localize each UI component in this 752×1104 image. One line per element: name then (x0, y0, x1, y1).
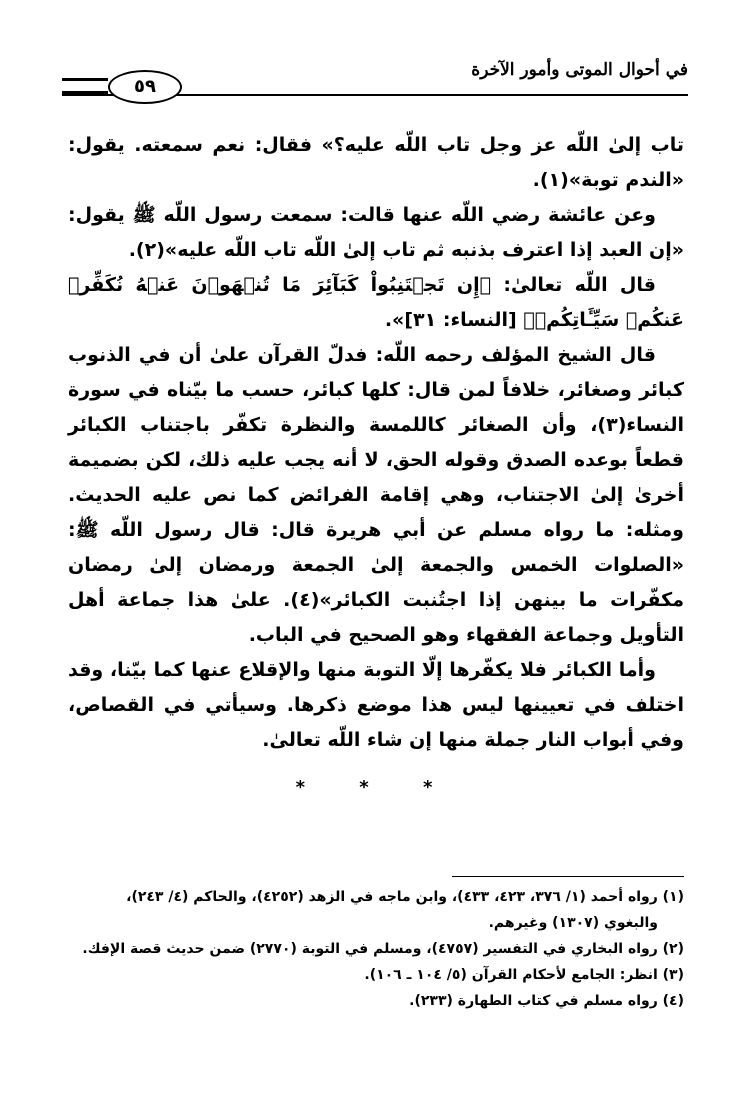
paragraph-2: وعن عائشة رضي اللّه عنها قالت: سمعت رسول اللّه ﷺ يقول: «إن العبد إذا اعترف بذنبه ثم تاب إلىٰ اللّه تاب اللّه عليه»(٢). (68, 204, 684, 261)
footnotes (68, 884, 684, 1014)
footnote-3: (٣) انظر: الجامع لأحكام القرآن (٥/ ١٠٤ ـ ١٠٦). (364, 967, 684, 983)
double-line-ornament (62, 78, 108, 94)
page-number-ornament (62, 70, 182, 104)
footnote-rule (452, 876, 684, 877)
paragraph-4: قال الشيخ المؤلف رحمه اللّه: فدلّ القرآن علىٰ أن في الذنوب كبائر وصغائر، خلافاً لمن قال: كلها كبائر، حسب ما بيّناه في سورة النساء(٣)، وأن الصغائر كاللمسة والنظرة تكفّر باجتناب الكبائر قطعاً بوعده الصدق وقوله الحق، لا أنه يجب عليه ذلك، لكن بضميمة أخرىٰ إلىٰ الاجتناب، وهي إقامة الفرائض كما نص عليه الحديث. ومثله: ما رواه مسلم عن أبي هريرة قال: قال رسول اللّه ﷺ: «الصلوات الخمس والجمعة إلىٰ الجمعة ورمضان إلىٰ رمضان مكفّرات ما بينهن إذا اجتُنبت الكبائر»(٤). علىٰ هذا جماعة أهل التأويل وجماعة الفقهاء وهو الصحيح في الباب. (68, 344, 684, 646)
paragraph-5: وأما الكبائر فلا يكفّرها إلّا التوبة منها والإقلاع عنها كما بيّنا، وقد اختلف في تعيينها ليس هذا موضع ذكرها. وسيأتي في القصاص، وفي أبواب النار جملة منها إن شاء اللّه تعالىٰ. (68, 659, 684, 751)
running-title: في أحوال الموتى وأمور الآخرة (471, 60, 688, 80)
footnote-1: (١) رواه أحمد (١/ ٣٧٦، ٤٢٣، ٤٣٣)، وابن ماجه في الزهد (٤٢٥٢)، والحاكم (٤/ ٢٤٣)، (126, 889, 684, 905)
paragraph-1: تاب إلىٰ اللّه عز وجل تاب اللّه عليه؟» فقال: نعم سمعته. يقول: «الندم توبة»(١). (68, 134, 684, 191)
page-header (62, 58, 688, 104)
section-separator: * * * (295, 777, 457, 798)
main-text (68, 128, 684, 805)
page-number: ٥٩ (108, 70, 182, 104)
paragraph-3: قال اللّه تعالىٰ: ﴿إِن تَجۡتَنِبُواْ كَبَآئِرَ مَا تُنۡهَوۡنَ عَنۡهُ نُكَفِّرۡ عَنكُمۡ سَيِّـَٔاتِكُمۡ﴾ [النساء: ٣١]». (68, 274, 684, 331)
footnote-2: (٢) رواه البخاري في التفسير (٤٧٥٧)، ومسلم في التوبة (٢٧٧٠) ضمن حديث قصة الإفك. (82, 941, 684, 957)
footnote-1-continued: والبغوي (١٣٠٧) وغيرهم. (488, 915, 658, 931)
footnote-4: (٤) رواه مسلم في كتاب الطهارة (٢٣٣). (409, 993, 684, 1009)
